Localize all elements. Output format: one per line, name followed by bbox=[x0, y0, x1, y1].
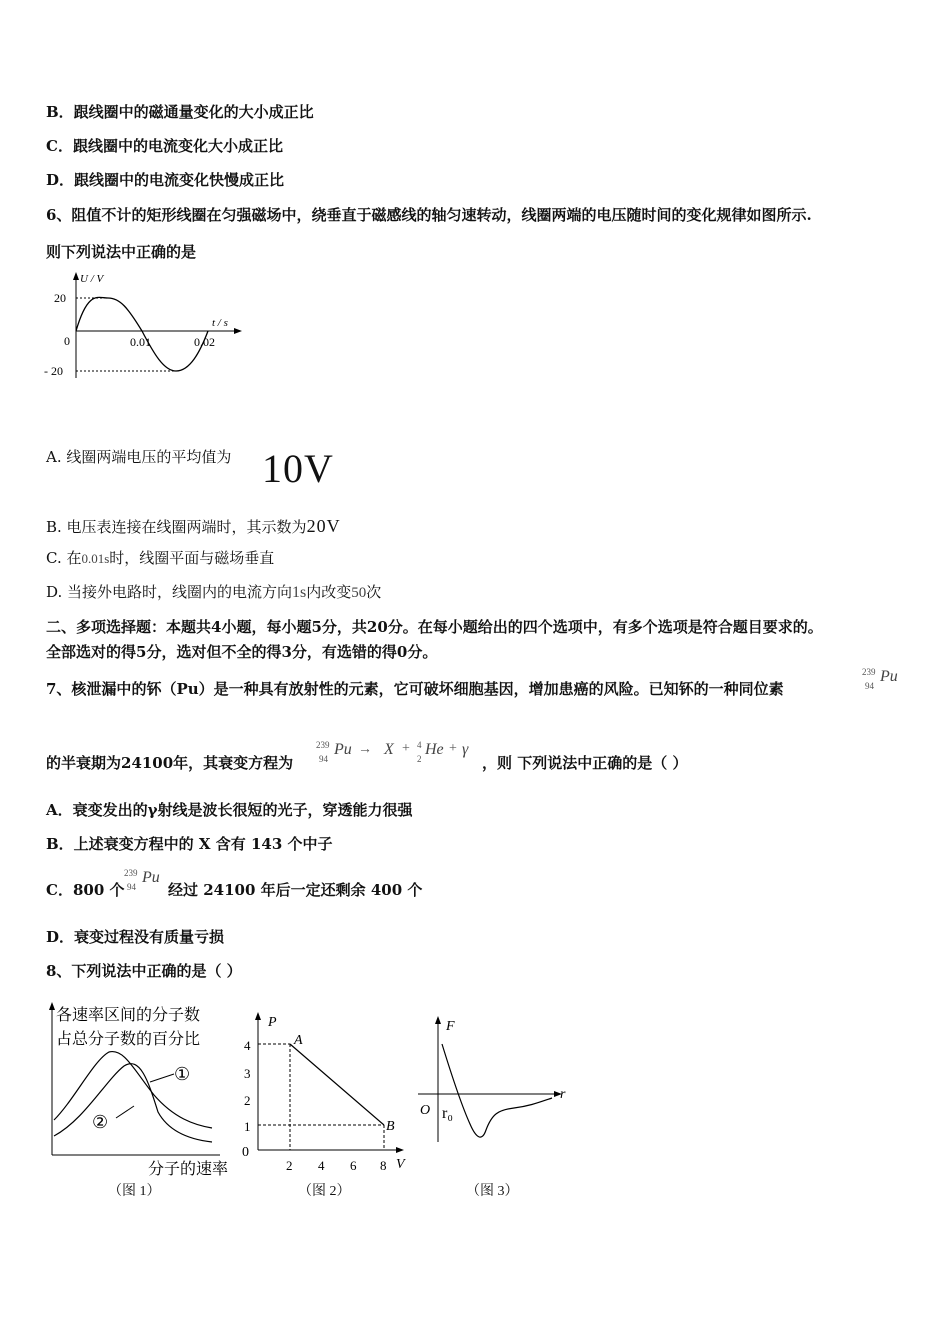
fig2-ytick-4: 4 bbox=[244, 1038, 251, 1053]
q6-option-d: D. 当接外电路时，线圈内的电流方向1s内改变50次 bbox=[46, 583, 382, 601]
section2-line2: 全部选对的得5分，选对但不全的得3分，有选错的得0分。 bbox=[46, 643, 438, 661]
fig2-caption: （图 2） bbox=[298, 1184, 351, 1199]
q6-option-a: A. 线圈两端电压的平均值为 bbox=[46, 448, 232, 466]
fig3-r0: r₀ bbox=[442, 1105, 453, 1122]
fig3-caption: （图 3） bbox=[466, 1184, 519, 1199]
fig2-process-line bbox=[290, 1044, 384, 1125]
fig2-point-a: A bbox=[294, 1033, 303, 1048]
fig1-curve2-label: ② bbox=[92, 1112, 109, 1132]
fig2-xlabel: V bbox=[396, 1157, 405, 1172]
section2-line1: 二、多项选择题：本题共4小题，每小题5分，共20分。在每小题给出的四个选项中，有多个选项是符合题目要求的。 bbox=[46, 618, 823, 636]
q5-option-c: C．跟线圈中的电流变化大小成正比 bbox=[46, 137, 283, 155]
q7-option-c: C．800 个 bbox=[46, 881, 125, 899]
graph-y-top: 20 bbox=[54, 291, 66, 305]
fig1-ylabel1: 各速率区间的分子数 bbox=[56, 1007, 201, 1024]
q8-figure-2 bbox=[236, 1010, 416, 1180]
fig1-caption: （图 1） bbox=[108, 1184, 161, 1199]
q7-stem-line2: 的半衰期为24100年，其衰变方程为 bbox=[46, 754, 294, 772]
graph-x-tick1: 0.01 bbox=[130, 335, 151, 349]
fig2-ytick-2: 2 bbox=[244, 1093, 251, 1108]
q7-option-c-post: 经过 24100 年后一定还剩余 400 个 bbox=[168, 881, 423, 899]
fig3-force-curve bbox=[442, 1044, 552, 1137]
graph-origin: 0 bbox=[64, 334, 70, 348]
q7-stem-line2-post: ，则 下列说法中正确的是（ ） bbox=[482, 754, 688, 772]
q6-option-c-value: 0.01s bbox=[81, 551, 110, 566]
fig2-ylabel: P bbox=[268, 1015, 277, 1030]
q6-stem-line2: 则下列说法中正确的是 bbox=[46, 243, 197, 261]
q6-voltage-graph bbox=[40, 268, 250, 388]
q7-isotope-pu-2: 239 94 Pu bbox=[124, 868, 160, 892]
fig2-xtick-6: 6 bbox=[350, 1158, 357, 1173]
fig2-ytick-1: 1 bbox=[244, 1119, 251, 1134]
q7-isotope-pu-1: 239 94 Pu bbox=[862, 667, 898, 691]
fig2-origin: 0 bbox=[242, 1145, 249, 1160]
fig2-xtick-4: 4 bbox=[318, 1158, 325, 1173]
q7-option-b: B．上述衰变方程中的 X 含有 143 个中子 bbox=[46, 835, 333, 853]
q6-option-c: C. 在0.01s时，线圈平面与磁场垂直 bbox=[46, 549, 275, 567]
fig1-curve-1 bbox=[54, 1052, 212, 1128]
q6-option-b: B. 电压表连接在线圈两端时，其示数为20V bbox=[46, 516, 341, 536]
q7-stem-line1: 7、核泄漏中的钚（Pu）是一种具有放射性的元素，它可破坏细胞基因，增加患癌的风险。已知钚的一种同位素 bbox=[46, 680, 784, 698]
fig3-xlabel: r bbox=[560, 1087, 566, 1102]
graph-x-label: t / s bbox=[212, 317, 228, 329]
q5-option-b: B．跟线圈中的磁通量变化的大小成正比 bbox=[46, 103, 314, 121]
fig2-point-b: B bbox=[386, 1119, 395, 1134]
q7-option-d: D．衰变过程没有质量亏损 bbox=[46, 928, 225, 946]
fig1-ylabel2: 占总分子数的百分比 bbox=[56, 1031, 201, 1048]
q6-option-a-value: 10V bbox=[262, 446, 334, 491]
q8-figure-3 bbox=[414, 1010, 574, 1150]
q5-option-d: D．跟线圈中的电流变化快慢成正比 bbox=[46, 171, 285, 189]
fig1-xlabel: 分子的速率 bbox=[148, 1161, 229, 1178]
graph-x-tick2: 0.02 bbox=[194, 335, 215, 349]
q8-stem: 8、下列说法中正确的是（ ） bbox=[46, 962, 242, 980]
q7-decay-equation: 239 94 Pu → X + 4 2 He + γ bbox=[316, 740, 469, 764]
q6-stem-line1: 6、阻值不计的矩形线圈在匀强磁场中，绕垂直于磁感线的轴匀速转动，线圈两端的电压随时间的变化规律如图所示. bbox=[46, 206, 812, 224]
q6-option-b-value: 20V bbox=[306, 516, 341, 536]
fig2-xtick-2: 2 bbox=[286, 1158, 293, 1173]
fig2-ytick-3: 3 bbox=[244, 1066, 251, 1081]
graph-y-bottom: - 20 bbox=[44, 364, 63, 378]
graph-y-label: U / V bbox=[80, 273, 104, 285]
fig3-origin: O bbox=[420, 1103, 431, 1118]
q7-option-a: A．衰变发出的γ射线是波长很短的光子，穿透能力很强 bbox=[46, 801, 413, 819]
fig2-xtick-8: 8 bbox=[380, 1158, 387, 1173]
fig3-ylabel: F bbox=[446, 1019, 455, 1034]
q8-figure-1 bbox=[44, 1000, 234, 1180]
fig1-curve1-label: ① bbox=[174, 1064, 191, 1084]
